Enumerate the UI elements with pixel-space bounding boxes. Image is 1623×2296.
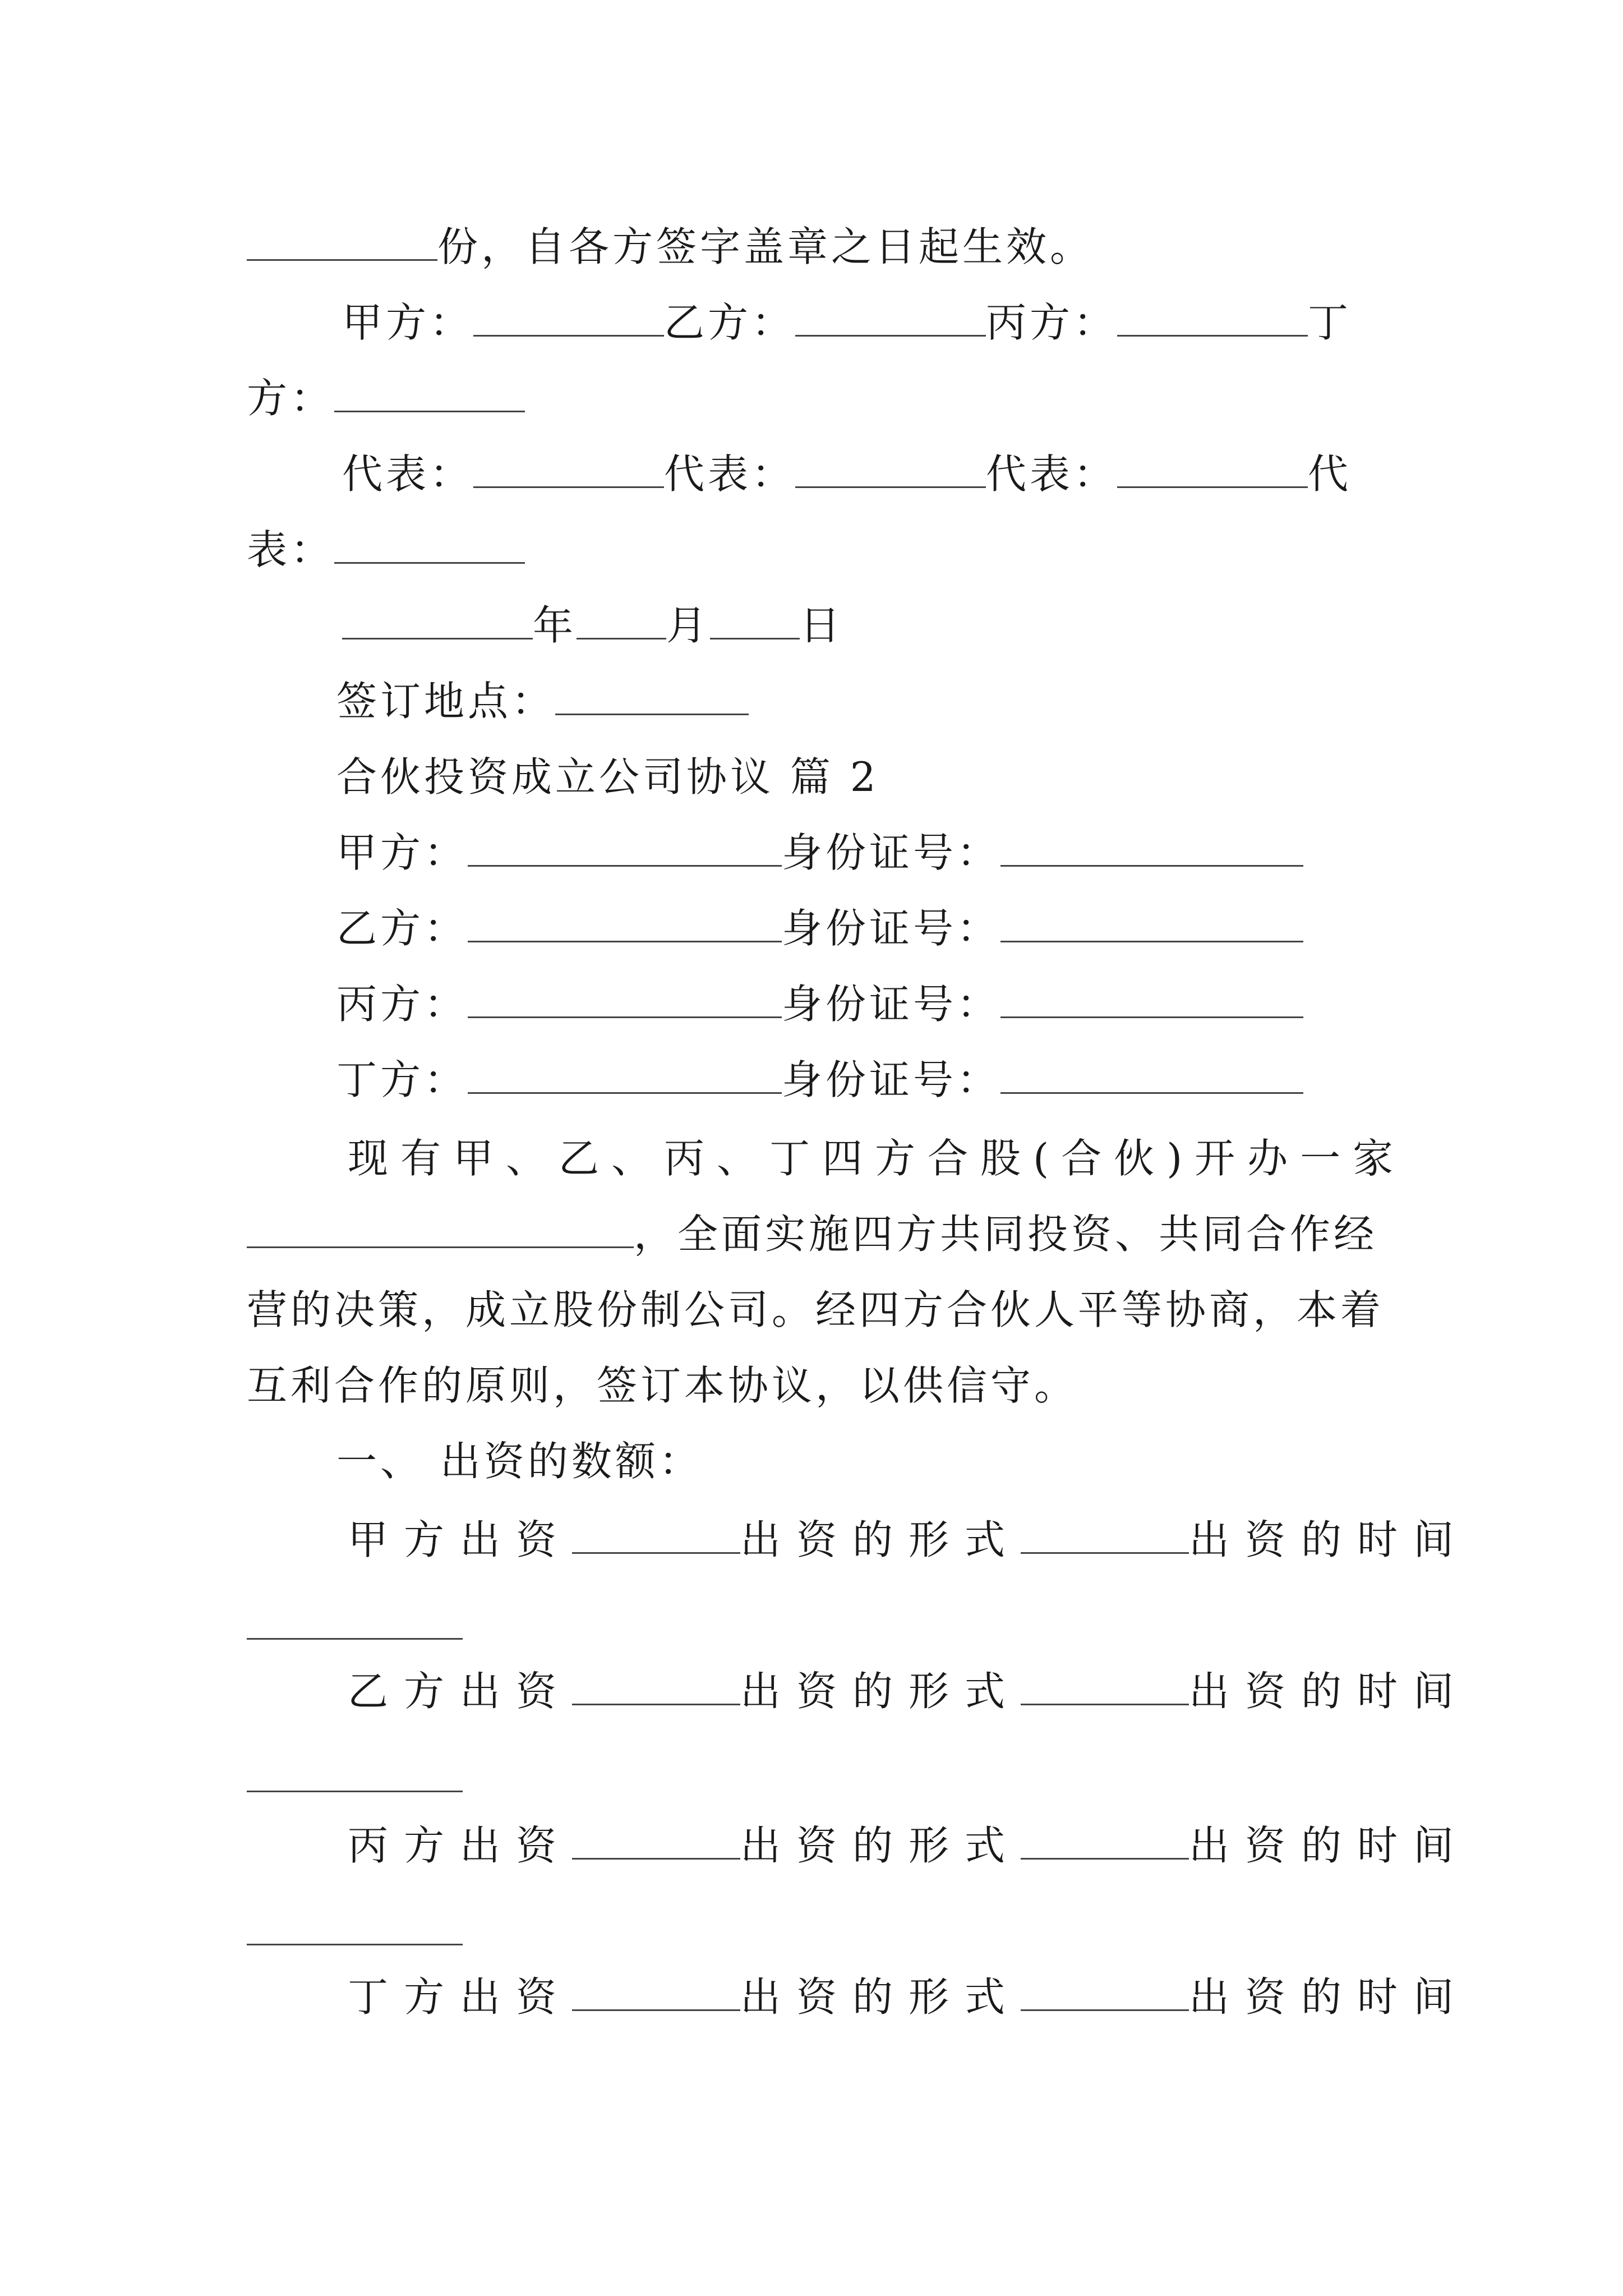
parties-line	[342, 297, 1352, 348]
section-1-heading	[336, 1436, 703, 1487]
party-b-name-blank	[468, 906, 782, 942]
party-a-id-line	[336, 827, 1303, 878]
paragraph-line-1	[348, 1133, 1405, 1184]
party-a-name-blank	[468, 830, 782, 867]
party-a-label: 甲方：	[336, 829, 468, 876]
party-d-id-blank	[1000, 1057, 1303, 1094]
day-label: 日	[800, 602, 844, 649]
sign-place-line	[336, 676, 749, 726]
party-b-id-blank	[1000, 906, 1303, 942]
company-name-blank	[247, 1212, 634, 1248]
contrib-b-line	[348, 1666, 1469, 1717]
form-label: 出资的形式	[740, 1822, 1021, 1869]
rep-d-label-start: 代	[1308, 450, 1352, 498]
form-label: 出资的形式	[740, 1973, 1021, 2021]
party-d-label-2: 方：	[380, 1056, 468, 1103]
time-label: 出资的时间	[1189, 1973, 1470, 2021]
contrib-c-form-blank	[1021, 1823, 1189, 1860]
sign-place-blank	[555, 679, 749, 715]
rep-b-label: 代表：	[664, 450, 796, 498]
paragraph-text-4: 互利合作的原则，签订本协议，以供信守。	[247, 1362, 1078, 1409]
time-label: 出资的时间	[1189, 1668, 1470, 1715]
year-blank	[342, 603, 533, 639]
party-a-id-blank	[1000, 830, 1303, 867]
contrib-a-amount-blank	[572, 1517, 740, 1554]
party-a-label: 甲方：	[342, 299, 474, 346]
rep-d-label-end: 表：	[247, 526, 335, 573]
day-blank	[710, 603, 800, 639]
rep-c-label: 代表：	[986, 450, 1118, 498]
section-title	[336, 752, 879, 802]
rep-c-blank	[1117, 452, 1308, 488]
sign-place-label: 签订地点：	[336, 678, 556, 725]
month-label: 月	[666, 602, 711, 649]
party-b-blank	[795, 300, 986, 337]
party-d-label-1: 丁	[336, 1056, 381, 1103]
reps-line	[342, 449, 1352, 499]
id-label: 身份证号：	[782, 905, 1001, 952]
contrib-a-line	[348, 1515, 1469, 1565]
paragraph-text-1: 现有甲、乙、丙、丁四方合股(合伙)开办一家	[348, 1135, 1406, 1182]
party-b-label: 乙方：	[336, 905, 468, 952]
year-label: 年	[533, 602, 577, 649]
paragraph-line-2	[247, 1209, 1377, 1259]
rep-a-label: 代表：	[342, 450, 474, 498]
paragraph-text-3: 营的决策，成立股份制公司。经四方合伙人平等协商，本着	[247, 1286, 1385, 1333]
contrib-d-form-blank	[1021, 1975, 1189, 2011]
paragraph-line-3	[247, 1285, 1384, 1335]
effective-line	[247, 222, 1094, 272]
party-d-line	[247, 373, 525, 424]
contrib-b-form-blank	[1021, 1669, 1189, 1705]
contrib-c-amount-blank	[572, 1823, 740, 1860]
party-c-label: 丙方：	[336, 981, 468, 1028]
party-c-id-line	[336, 979, 1303, 1029]
party-a-blank	[473, 300, 664, 337]
id-label: 身份证号：	[782, 829, 1001, 876]
contrib-d-amount-blank	[572, 1975, 740, 2011]
paragraph-text-2: ，全面实施四方共同投资、共同合作经	[634, 1211, 1378, 1258]
party-d-name-blank	[468, 1057, 782, 1094]
paragraph-line-4	[247, 1360, 1078, 1411]
title-text: 合伙投资成立公司协议 篇 2	[336, 753, 879, 800]
time-label: 出资的时间	[1189, 1822, 1470, 1869]
party-c-name-blank	[468, 982, 782, 1018]
contrib-d-label: 丁方出资	[348, 1973, 573, 2021]
contrib-c-time-blank	[247, 1943, 463, 1945]
month-blank	[577, 603, 666, 639]
form-label: 出资的形式	[740, 1516, 1021, 1563]
contrib-b-amount-blank	[572, 1669, 740, 1705]
party-d-label-start: 丁	[1308, 299, 1352, 346]
contrib-a-time-blank	[247, 1637, 463, 1640]
contrib-b-time-blank	[247, 1789, 463, 1792]
party-d-id-line	[336, 1055, 1303, 1105]
section-1-text: 一、 出资的数额：	[336, 1438, 703, 1485]
id-label: 身份证号：	[782, 981, 1001, 1028]
form-label: 出资的形式	[740, 1668, 1021, 1715]
contrib-d-line	[348, 1972, 1469, 2022]
rep-a-blank	[473, 452, 664, 488]
rep-d-line	[247, 524, 525, 575]
party-c-id-blank	[1000, 982, 1303, 1018]
party-d-blank	[334, 376, 525, 412]
contrib-c-line	[348, 1820, 1469, 1871]
contrib-c-label: 丙方出资	[348, 1822, 573, 1869]
party-c-label: 丙方：	[986, 299, 1118, 346]
time-label: 出资的时间	[1189, 1516, 1470, 1563]
contrib-b-label: 乙方出资	[348, 1668, 573, 1715]
party-b-id-line	[336, 903, 1303, 954]
rep-d-blank	[334, 527, 525, 564]
id-label: 身份证号：	[782, 1056, 1001, 1103]
effective-text: 份，自各方签字盖章之日起生效。	[437, 223, 1094, 270]
party-c-blank	[1117, 300, 1308, 337]
contrib-a-form-blank	[1021, 1517, 1189, 1554]
date-line	[342, 600, 843, 651]
rep-b-blank	[795, 452, 986, 488]
contrib-a-label: 甲方出资	[348, 1516, 573, 1563]
party-d-label-end: 方：	[247, 375, 335, 422]
party-b-label: 乙方：	[664, 299, 796, 346]
copies-blank	[247, 224, 437, 261]
